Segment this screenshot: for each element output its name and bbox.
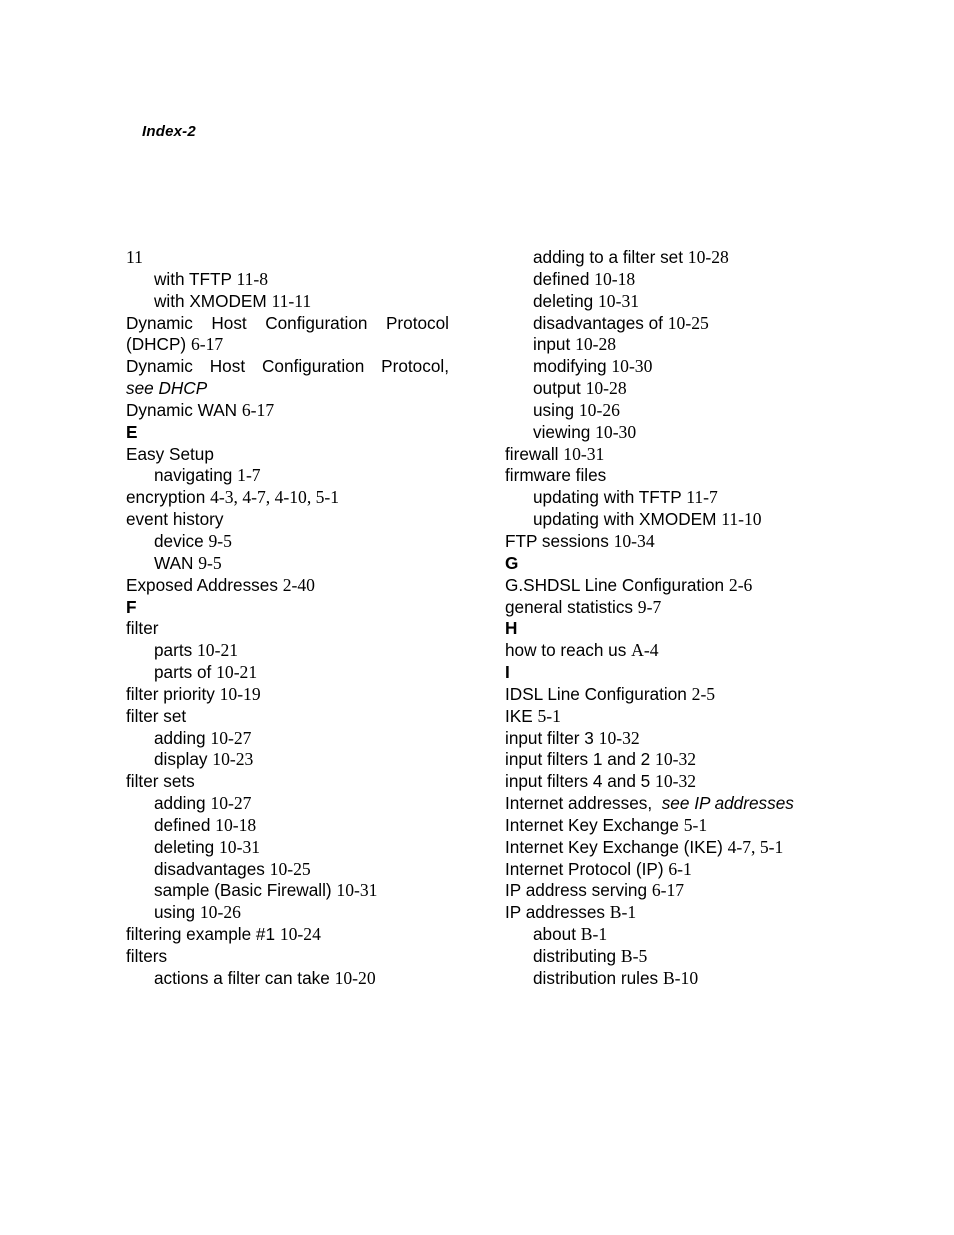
index-term: defined [154, 814, 211, 835]
index-page-refs[interactable]: 11 [126, 247, 143, 267]
index-page-refs[interactable]: 10-27 [210, 793, 252, 814]
index-see-reference: see IP addresses [661, 793, 794, 814]
index-term: IKE [505, 705, 533, 726]
index-term: distribution rules [533, 967, 659, 988]
index-entry [126, 924, 449, 946]
index-subentry [505, 334, 835, 356]
index-term: navigating [154, 465, 233, 486]
index-term: display [154, 749, 208, 770]
index-entry [505, 575, 835, 597]
index-entry [126, 334, 449, 356]
index-term: Exposed Addresses [126, 574, 278, 595]
index-term: Internet addresses, [505, 793, 653, 814]
index-page-refs[interactable]: 10-30 [595, 421, 637, 442]
index-entry [505, 815, 835, 837]
index-subentry [126, 662, 449, 684]
index-term: encryption [126, 487, 206, 508]
index-term: with TFTP [154, 268, 232, 289]
index-subentry [126, 837, 449, 859]
index-page-refs[interactable]: 11-7 [686, 487, 718, 508]
index-page-refs[interactable]: A-4 [631, 640, 659, 661]
index-term: Internet Protocol (IP) [505, 858, 664, 879]
index-page-refs[interactable]: 4-7, 5-1 [727, 836, 784, 857]
index-entry [126, 575, 449, 597]
index-page-refs[interactable]: 10-31 [598, 290, 640, 311]
index-term: viewing [533, 421, 591, 442]
index-subentry [126, 531, 449, 553]
index-letter-heading: E [126, 421, 138, 442]
index-subentry [126, 793, 449, 815]
index-page-refs[interactable]: 6-17 [241, 399, 275, 420]
index-subentry [126, 553, 449, 575]
index-term: disadvantages of [533, 312, 663, 333]
index-page-refs[interactable]: 10-18 [594, 268, 636, 289]
index-entry [126, 771, 449, 793]
index-subentry [126, 859, 449, 881]
index-subentry [505, 247, 835, 269]
index-page-refs[interactable]: 10-18 [215, 814, 257, 835]
index-term: defined [533, 268, 590, 289]
index-term: filtering example #1 [126, 924, 276, 945]
index-term: deleting [154, 836, 215, 857]
index-page-refs[interactable]: 10-25 [667, 312, 709, 333]
index-entry [126, 444, 449, 466]
index-entry [505, 728, 835, 750]
index-subentry [126, 815, 449, 837]
index-term: disadvantages [154, 858, 265, 879]
index-subentry [126, 749, 449, 771]
index-subentry [126, 968, 449, 990]
index-term: adding to a filter set [533, 247, 684, 267]
index-term: deleting [533, 290, 594, 311]
index-page-refs[interactable]: 10-31 [563, 443, 605, 464]
index-subentry [505, 509, 835, 531]
index-term: Dynamic WAN [126, 399, 238, 420]
index-term: input filter 3 [505, 727, 594, 748]
index-entry [126, 946, 449, 968]
index-entry [126, 618, 449, 640]
index-term: Dynamic Host Configuration Protocol, [126, 356, 449, 377]
index-page-refs[interactable]: 10-25 [269, 858, 311, 879]
index-page-refs[interactable]: 10-28 [585, 378, 627, 399]
index-subentry [505, 487, 835, 509]
index-page-refs[interactable]: 11-10 [721, 509, 762, 530]
index-page-refs[interactable]: 2-40 [282, 574, 315, 595]
index-letter-heading: H [505, 618, 518, 639]
index-letter-heading: F [126, 596, 137, 617]
index-term: distributing [533, 946, 617, 966]
index-term: updating with TFTP [533, 487, 682, 508]
index-subentry [505, 378, 835, 400]
index-page-refs[interactable]: 5-1 [683, 814, 708, 835]
index-page-refs[interactable]: 6-1 [668, 858, 692, 879]
index-page-refs[interactable]: 10-20 [334, 967, 376, 988]
index-entry [126, 706, 449, 728]
index-page-refs[interactable]: B-10 [662, 967, 699, 988]
index-subentry [126, 640, 449, 662]
index-page-refs[interactable]: 1-7 [237, 465, 261, 486]
index-page-refs[interactable]: 10-19 [219, 683, 261, 704]
index-subentry [126, 465, 449, 487]
index-term: parts of [154, 662, 212, 683]
index-page-refs[interactable]: 2-6 [728, 574, 753, 595]
index-term: IP address serving [505, 880, 648, 901]
index-page-refs[interactable]: 9-5 [198, 552, 222, 573]
index-term: input filters 4 and 5 [505, 771, 651, 792]
index-term: event history [126, 509, 224, 530]
index-term: adding [154, 727, 206, 748]
index-subentry [505, 968, 835, 990]
index-term: firmware files [505, 465, 607, 486]
index-page-refs[interactable]: 10-26 [199, 902, 241, 923]
page-header: Index-2 [142, 123, 196, 140]
index-page-refs[interactable]: 10-32 [655, 771, 697, 792]
index-page-refs[interactable]: 11-11 [271, 290, 312, 311]
index-term: filter priority [126, 683, 215, 704]
index-entry [126, 487, 449, 509]
index-entry [505, 706, 835, 728]
index-entry [505, 597, 835, 619]
index-subentry [505, 924, 835, 946]
index-subentry [126, 728, 449, 750]
index-page-refs[interactable]: B-5 [620, 946, 648, 966]
index-page-refs[interactable]: 10-32 [598, 727, 640, 748]
index-page-refs[interactable]: 10-32 [655, 749, 697, 770]
index-term: sample (Basic Firewall) [154, 880, 332, 901]
index-term: about [533, 924, 577, 945]
index-term: updating with XMODEM [533, 509, 717, 530]
index-subentry [126, 291, 449, 313]
index-letter-heading: G [505, 552, 519, 573]
index-entry [505, 684, 835, 706]
index-subentry [126, 880, 449, 902]
index-subentry [505, 291, 835, 313]
index-page-refs[interactable]: 10-24 [279, 924, 321, 945]
index-term: WAN [154, 552, 194, 573]
index-page-refs[interactable]: 10-28 [575, 334, 617, 355]
index-term: Internet Key Exchange [505, 814, 679, 835]
index-term: IP addresses [505, 902, 606, 923]
index-subentry [126, 269, 449, 291]
index-term: (DHCP) [126, 334, 187, 355]
index-page-refs[interactable]: 6-17 [190, 334, 224, 355]
index-term: Internet Key Exchange (IKE) [505, 836, 723, 857]
index-page-refs[interactable]: 10-27 [210, 727, 252, 748]
index-page-refs[interactable]: B-1 [580, 924, 608, 945]
index-entry [126, 356, 449, 378]
index-term: filter set [126, 705, 187, 726]
index-letter-heading: I [505, 662, 510, 683]
index-page-refs[interactable]: 11-8 [236, 268, 269, 289]
index-subentry [505, 946, 835, 968]
index-entry [505, 531, 835, 553]
index-entry [505, 902, 835, 924]
index-entry [126, 509, 449, 531]
index-entry [126, 313, 449, 335]
index-term: using [154, 902, 196, 923]
index-page-refs[interactable]: B-1 [609, 902, 637, 923]
index-entry [505, 793, 835, 815]
index-see-reference: see DHCP [126, 378, 208, 399]
index-term: modifying [533, 356, 607, 377]
index-page-refs[interactable]: 6-17 [651, 880, 685, 901]
index-entry [126, 684, 449, 706]
index-entry [505, 880, 835, 902]
index-page-refs[interactable]: 9-5 [208, 530, 232, 551]
index-term: input [533, 334, 571, 355]
index-term: with XMODEM [154, 290, 267, 311]
index-term: G.SHDSL Line Configuration [505, 574, 725, 595]
index-column-left [126, 247, 449, 990]
index-entry [126, 378, 449, 400]
index-entry [505, 859, 835, 881]
index-term: IDSL Line Configuration [505, 683, 687, 704]
index-entry [126, 247, 449, 269]
index-page-refs[interactable]: 10-34 [613, 530, 655, 551]
index-column-right [505, 247, 835, 990]
index-subentry [505, 400, 835, 422]
index-term: output [533, 378, 581, 399]
index-page-refs[interactable]: 10-26 [578, 399, 620, 420]
index-entry [505, 837, 835, 859]
index-term: how to reach us [505, 640, 627, 661]
index-term: Easy Setup [126, 443, 214, 464]
index-page-refs[interactable]: 10-31 [219, 836, 261, 857]
index-page-refs[interactable]: 4-3, 4-7, 4-10, 5-1 [210, 487, 340, 508]
index-page-refs[interactable]: 10-30 [611, 356, 653, 377]
index-subentry [505, 313, 835, 335]
index-term: parts [154, 640, 193, 661]
index-subentry [505, 269, 835, 291]
index-term: Dynamic Host Configuration Protocol [126, 312, 449, 333]
index-subentry [126, 902, 449, 924]
index-page-refs[interactable]: 5-1 [537, 705, 561, 726]
index-entry [505, 640, 835, 662]
index-entry [126, 400, 449, 422]
index-term: input filters 1 and 2 [505, 749, 651, 770]
index-term: filters [126, 946, 168, 966]
index-term: general statistics [505, 596, 634, 617]
index-page-refs[interactable]: 10-21 [216, 662, 258, 683]
index-term: FTP sessions [505, 530, 609, 551]
index-subentry [505, 356, 835, 378]
index-page-refs[interactable]: 10-21 [197, 640, 239, 661]
index-page-refs[interactable]: 10-28 [687, 247, 729, 267]
index-subentry [505, 422, 835, 444]
index-term: actions a filter can take [154, 967, 330, 988]
index-entry [505, 465, 835, 487]
index-term: firewall [505, 443, 559, 464]
index-entry [505, 749, 835, 771]
index-page-refs[interactable]: 10-31 [336, 880, 378, 901]
index-term: filter sets [126, 771, 195, 792]
index-page-refs[interactable]: 2-5 [691, 683, 716, 704]
index-entry [505, 771, 835, 793]
index-term: adding [154, 793, 206, 814]
index-term: filter [126, 618, 159, 639]
index-term: device [154, 530, 204, 551]
index-term: using [533, 399, 575, 420]
index-entry [505, 444, 835, 466]
index-page-refs[interactable]: 10-23 [212, 749, 254, 770]
index-page-refs[interactable]: 9-7 [637, 596, 662, 617]
